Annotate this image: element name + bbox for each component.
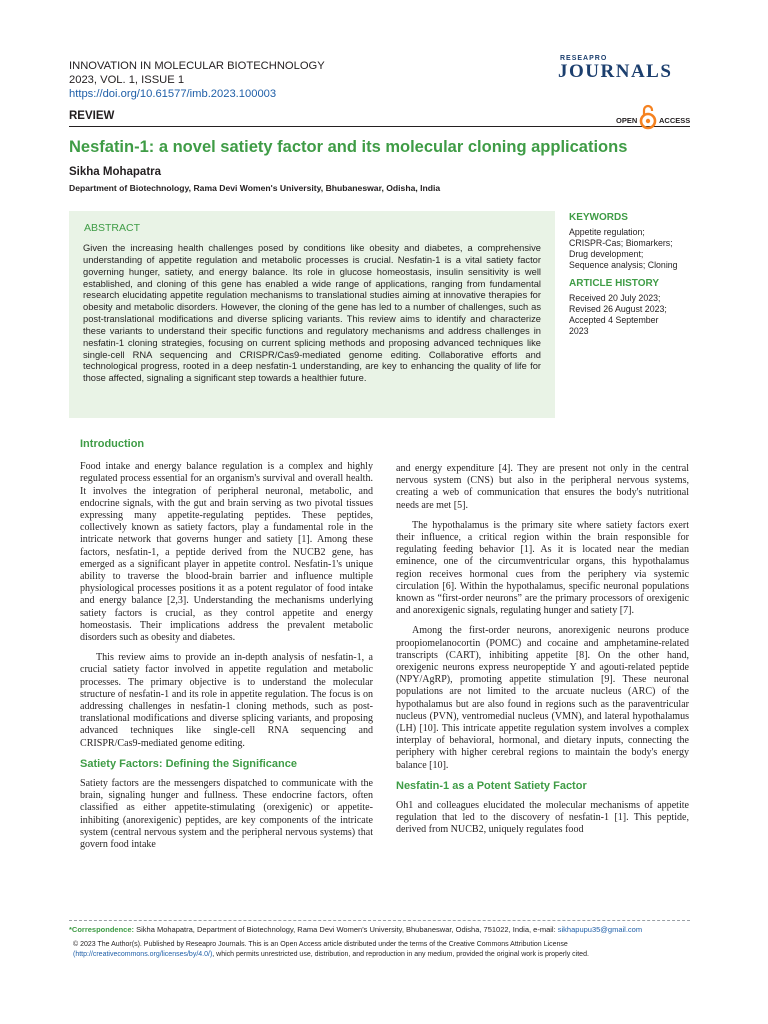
- correspondence: [69, 925, 642, 934]
- body-paragraph: Satiety factors are the messengers dispatched to communicate with the brain, signaling hunger and fullness. These endocrine factors, often classified as either appetite-stimulating (orexigenic) or appetite-inhibiting (anorexigenic) peptides, are key components of the intricate system (central nervous system and the peripheral nervous systems) that govern food intake: [80, 778, 373, 851]
- body-paragraph: This review aims to provide an in-depth analysis of nesfatin-1, a crucial satiety factor involved in appetite regulation and metabolic processes. The primary objective is to understand the molecular structure of nesfatin-1 and its role in appetite regulation. The focus is on addressing challenges in nesfatin-1 cloning methods, such as post-translational modifications and diverse splicing variants, and proposing advanced techniques like single-cell RNA sequencing and CRISPR/Cas9-mediated genome editing.: [80, 652, 373, 749]
- license-line: © 2023 The Author(s). Published by Reseapro Journals. This is an Open Access article distributed under the terms of the Creative Commons Attribution License: [73, 941, 568, 948]
- history-line: Received 20 July 2023;: [569, 293, 661, 303]
- history-list: [569, 293, 694, 337]
- correspondence-text: Sikha Mohapatra, Department of Biotechnology, Rama Devi Women's University, Bhubaneswar, Odisha, 751022, India, e-mail:: [136, 925, 556, 934]
- license-line: , which permits unrestricted use, distribution, and reproduction in any medium, provided the original work is properly cited.: [212, 951, 589, 958]
- open-access-left: OPEN: [616, 116, 638, 125]
- body-paragraph: Among the first-order neurons, anorexigenic neurons produce proopiomelanocortin (POMC) and cocaine and amphetamine-related transcripts (CART), inhibiting appetite [8]. On the other hand, orexigenic neurons express neuropeptide Y and agouti-related peptide (NPY/AgRP), promoting appetite stimulation [9]. These neuronal populations are not limited to the arcuate nucleus (ARC) of the hypothalamus but are also found in regions such as the paraventricular nucleus (PVN), ventromedial nucleus (VMN), and lateral hypothalamus (LH) [10]. This intricate appetite regulation system involves a complex interplay of behavioral, hormonal, and dietary inputs, connecting the periphery with higher cerebral regions to maintain the body's energy balance [10].: [396, 625, 689, 771]
- journal-header: [69, 59, 325, 101]
- article-title: Nesfatin-1: a novel satiety factor and its molecular cloning applications: [69, 138, 628, 156]
- keyword-line: CRISPR-Cas; Biomarkers;: [569, 238, 673, 248]
- doi-link[interactable]: https://doi.org/10.61577/imb.2023.100003: [69, 88, 277, 100]
- history-line: Accepted 4 September: [569, 315, 659, 325]
- introduction-heading: Introduction: [80, 438, 145, 450]
- license-link[interactable]: (http://creativecommons.org/licenses/by/4.0/): [73, 951, 213, 958]
- history-line: Revised 26 August 2023;: [569, 304, 667, 314]
- satiety-factors-heading: Satiety Factors: Defining the Significance: [80, 757, 297, 770]
- nesfatin-heading: Nesfatin-1 as a Potent Satiety Factor: [396, 779, 587, 792]
- open-access-badge: [614, 104, 694, 134]
- abstract-box: [69, 211, 555, 418]
- article-type: REVIEW: [69, 110, 115, 122]
- header-divider: [69, 126, 690, 127]
- keywords-list: [569, 227, 694, 271]
- body-column-left: [80, 438, 373, 859]
- open-lock-icon: [639, 104, 657, 130]
- author-name: Sikha Mohapatra: [69, 166, 162, 178]
- reseapro-journals-logo: [556, 55, 690, 85]
- article-sidebar: [569, 212, 694, 337]
- history-heading: ARTICLE HISTORY: [569, 278, 660, 289]
- journal-name: INNOVATION IN MOLECULAR BIOTECHNOLOGY: [69, 60, 325, 72]
- body-paragraph: Food intake and energy balance regulation is a complex and highly regulated process essential for an organism's survival and overall health. It involves the integration of peripheral neuronal, metabolic, and endocrine signals, with the gut and brain serving as two pivotal tissues expressing many appetite-regulating peptides. These peptides, collectively known as satiety factors, play a fundamental role in the intricate network that governs hunger and satiety [1]. Among these factors, nesfatin-1, a peptide derived from the NUCB2 gene, has emerged as a significant player in appetite control. Nesfatin-1's unique ability to traverse the blood-brain barrier and influence multiple physiological processes positions it as a potent regulator of food intake and energy balance [2,3]. Understanding the mechanisms underlying satiety factors is crucial, as they control appetite and energy homeostasis. Their implications address the prevalent metabolic disorders such as obesity and diabetes.: [80, 461, 373, 644]
- abstract-text: Given the increasing health challenges posed by conditions like obesity and diabetes, a comprehensive understanding of appetite regulation and metabolic processes is crucial. Nesfatin-1 is a vital satiety factor governing hunger, satiety, and energy balance. Its role in glucose homeostasis, insulin sensitivity is well established, and cloning of this gene has enabled a wide range of applications, ranging from fundamental research elucidating appetite regulation mechanisms to translational studies aiming at innovative therapies for obesity and metabolic disorders. However, the cloning of the gene has led to a number of challenges, such as post-translational modifications and diverse splicing variants. This review aims to identify and characterize these variants to understand their specific functions and regulatory mechanisms and address challenges in nesfatin-1 cloning strategies, focusing on current splicing methods and proposing advanced techniques like single-cell RNA sequencing and CRISPR/Cas9-mediated genome editing. Collaborative efforts and technological progress, rooted in a deep nesfatin-1 understanding, are key to enhancing the quality of life for those affected, signaling a significant step towards a healthier future.: [83, 243, 541, 384]
- journal-volume: 2023, VOL. 1, ISSUE 1: [69, 74, 185, 86]
- body-paragraph: and energy expenditure [4]. They are present not only in the central nervous system (CNS) but also in the peripheral nervous systems, creating a web of communication that ensures the body's nutritional needs are met [5].: [396, 463, 689, 511]
- open-access-right: ACCESS: [659, 116, 691, 125]
- body-column-right: [396, 463, 689, 845]
- logo-main-text: JOURNALS: [558, 61, 673, 82]
- author-affiliation: Department of Biotechnology, Rama Devi Women's University, Bhubaneswar, Odisha, India: [69, 183, 441, 193]
- keyword-line: Drug development;: [569, 249, 644, 259]
- correspondence-email-link[interactable]: sikhapupu35@gmail.com: [557, 925, 643, 934]
- keywords-heading: KEYWORDS: [569, 212, 628, 223]
- license-notice: [73, 940, 693, 960]
- footer-divider: [69, 920, 690, 921]
- keyword-line: Sequence analysis; Cloning: [569, 260, 678, 270]
- logo-top-text: RESEAPRO: [560, 55, 608, 62]
- history-line: 2023: [569, 326, 589, 336]
- correspondence-label: *Correspondence:: [69, 925, 135, 934]
- abstract-heading: ABSTRACT: [84, 222, 141, 234]
- body-paragraph: Oh1 and colleagues elucidated the molecular mechanisms of appetite regulation that led to the discovery of nesfatin-1 [1]. This peptide, derived from NUCB2, uniquely regulates food: [396, 800, 689, 836]
- body-paragraph: The hypothalamus is the primary site where satiety factors exert their influence, a critical region within the brain responsible for regulating feeding behavior [1]. As it is located near the median eminence, one of the circumventricular organs, this hypothalamus region receives hormonal cues from the periphery via systemic circulation [6]. Within the hypothalamus, specific neuronal populations known as “first-order neurons” are the primary processors of orexigenic and anorexigenic signals, regulating hunger and satiety [7].: [396, 519, 689, 617]
- keyword-line: Appetite regulation;: [569, 227, 645, 237]
